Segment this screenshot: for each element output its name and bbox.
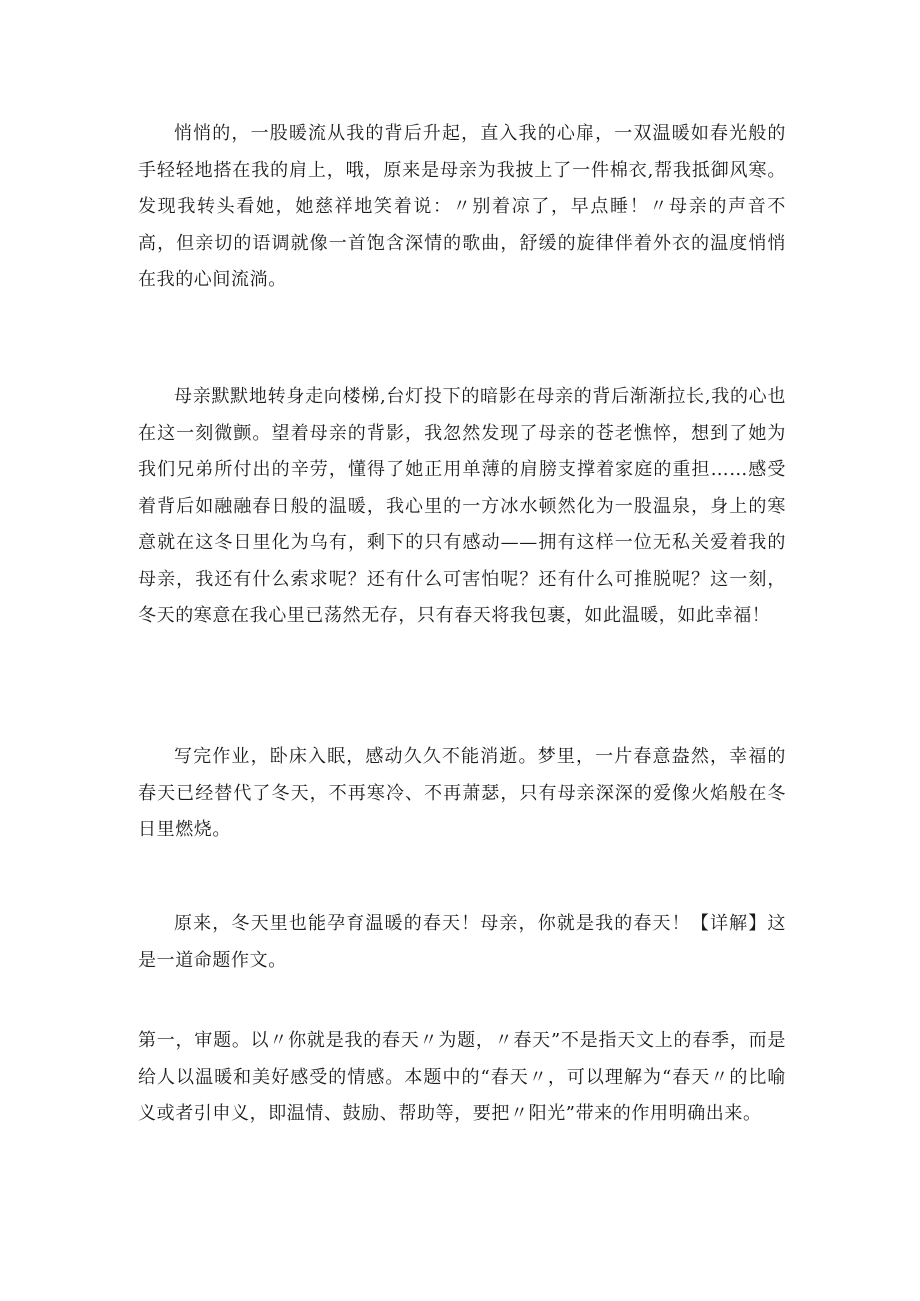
paragraph-dream-spring: 写完作业，卧床入眠，感动久久不能消逝。梦里，一片春意盎然，幸福的春天已经替代了冬天，不再寒冷、不再萧瑟，只有母亲深深的爱像火焰般在冬日里燃烧。	[138, 746, 786, 840]
paragraph-conclusion: 原来，冬天里也能孕育温暖的春天！母亲，你就是我的春天！【详解】这是一道命题作文。	[138, 913, 786, 971]
paragraph-analysis: 第一，审题。以〃你就是我的春天〃为题，〃春天”不是指天文上的春季，而是给人以温暖和美好感受的情感。本题中的“春天〃，可以理解为“春天〃的比喻义或者引申义，即温情、鼓励、帮助等，要把〃阳光”带来的作用明确出来。	[138, 1030, 786, 1124]
paragraph-mother-back: 母亲默默地转身走向楼梯,台灯投下的暗影在母亲的背后渐渐拉长,我的心也在这一刻微颤。望着母亲的背影，我忽然发现了母亲的苍老憔悴，想到了她为我们兄弟所付出的辛劳，懂得了她正用单薄的肩膀支撑着家庭的重担……感受着背后如融融春日般的温暖，我心里的一方冰水顿然化为一股温泉，身上的寒意就在这冬日里化为乌有，剩下的只有感动——拥有这样一位无私关爱着我的母亲，我还有什么索求呢？还有什么可害怕呢？还有什么可推脱呢？这一刻，冬天的寒意在我心里已荡然无存，只有春天将我包裹，如此温暖，如此幸福！	[138, 386, 786, 626]
paragraph-mother-coat: 悄悄的，一股暖流从我的背后升起，直入我的心扉，一双温暖如春光般的手轻轻地搭在我的肩上，哦，原来是母亲为我披上了一件棉衣,帮我抵御风寒。发现我转头看她，她慈祥地笑着说：〃别着凉了，早点睡！〃母亲的声音不高，但亲切的语调就像一首饱含深情的歌曲，舒缓的旋律伴着外衣的温度悄悄在我的心间流淌。	[138, 123, 786, 290]
